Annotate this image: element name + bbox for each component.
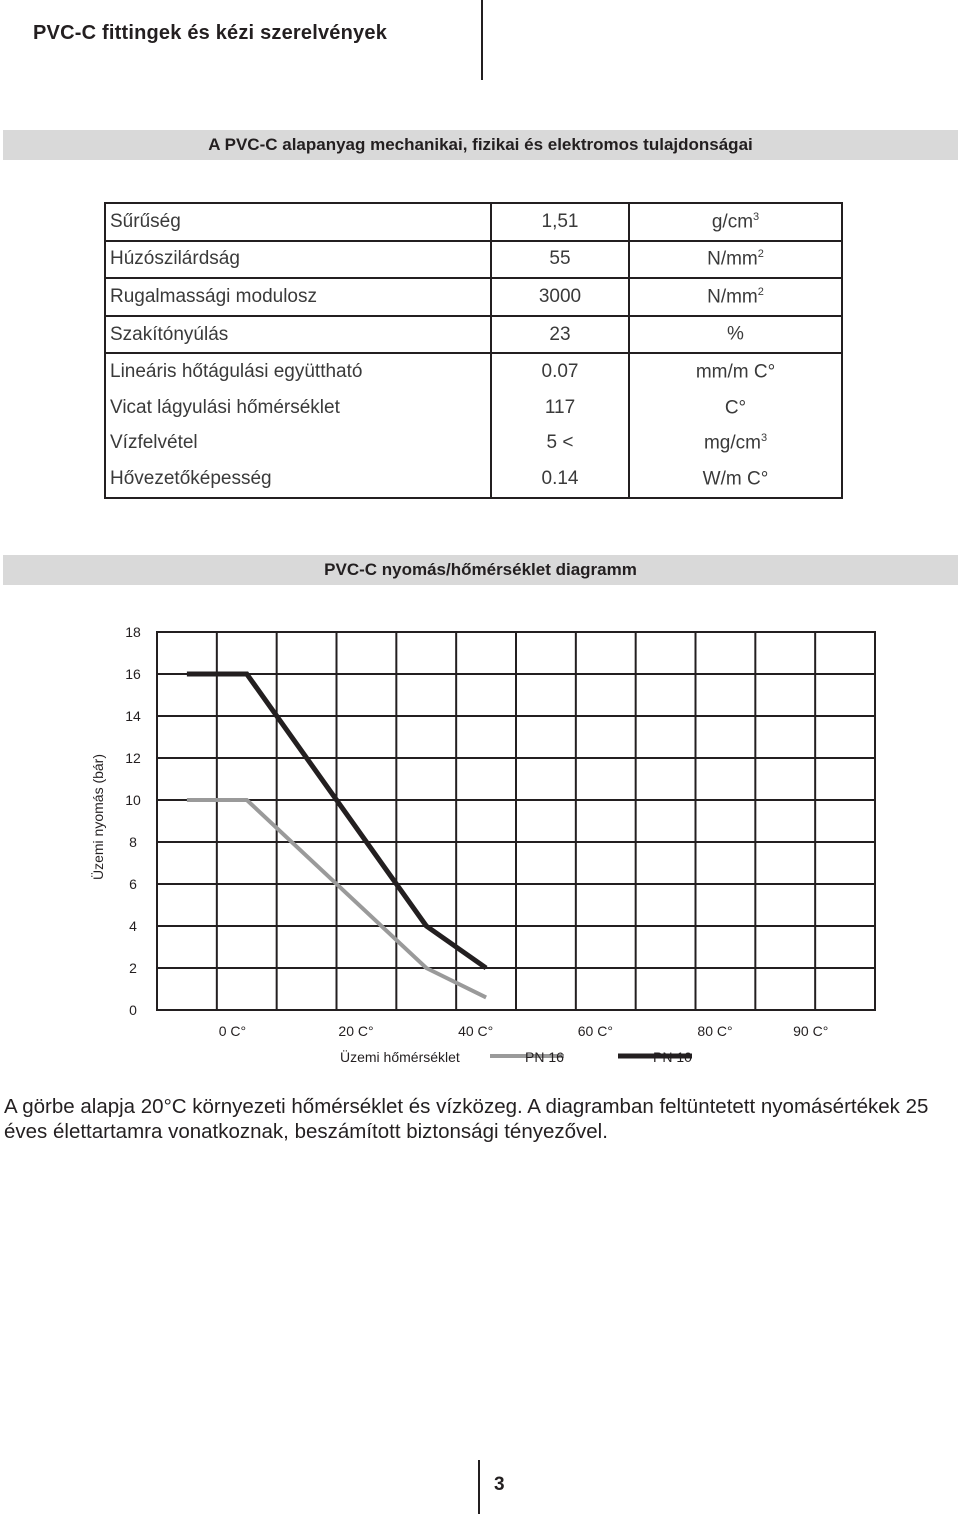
y-axis-label: Üzemi nyomás (bár) — [90, 753, 106, 881]
y-tick-label: 2 — [129, 960, 137, 976]
property-unit-superscript: 3 — [760, 432, 768, 445]
property-unit-text: N/mm — [707, 248, 758, 270]
property-unit — [629, 390, 842, 426]
property-unit — [629, 316, 842, 354]
property-value: 0.07 — [491, 353, 629, 390]
property-name: Hővezetőképesség — [105, 461, 491, 498]
property-unit — [629, 461, 842, 498]
property-unit — [629, 426, 842, 462]
property-row — [105, 426, 842, 462]
property-unit-text: mg/cm — [703, 432, 761, 454]
x-tick-label: 20 C° — [338, 1023, 374, 1039]
property-unit-text: mm/m C° — [695, 361, 776, 383]
property-row — [105, 461, 842, 498]
y-tick-label: 10 — [125, 792, 141, 808]
property-unit — [629, 278, 842, 316]
page-number-divider — [478, 1460, 480, 1514]
property-value: 3000 — [491, 278, 629, 316]
property-unit-text: g/cm — [711, 210, 754, 232]
property-value: 1,51 — [491, 203, 629, 241]
property-value: 55 — [491, 241, 629, 279]
header-divider — [481, 0, 483, 80]
property-name: Vicat lágyulási hőmérséklet — [105, 390, 491, 426]
chart-grid — [157, 632, 875, 1010]
property-unit — [629, 203, 842, 241]
legend-label: PN 16 — [525, 1049, 564, 1065]
property-name: Húzószilárdság — [105, 241, 491, 279]
y-axis-ticks — [125, 624, 141, 1018]
page-number: 3 — [494, 1474, 505, 1495]
pressure-temperature-chart — [0, 600, 960, 1080]
property-name: Rugalmassági modulosz — [105, 278, 491, 316]
property-unit-text: W/m C° — [702, 468, 769, 490]
x-tick-label: 40 C° — [458, 1023, 494, 1039]
property-name: Vízfelvétel — [105, 426, 491, 462]
property-unit-text: C° — [724, 396, 747, 418]
footnote-text: A görbe alapja 20°C környezeti hőmérséklet és vízközeg. A diagramban feltüntetett nyomásértékek 25 éves élettartamra vonatkoznak, beszámított biztonsági tényezővel. — [4, 1095, 929, 1143]
property-value: 0.14 — [491, 461, 629, 498]
chart-legend — [340, 1048, 692, 1065]
y-tick-label: 12 — [125, 750, 141, 766]
properties-section-title: A PVC-C alapanyag mechanikai, fizikai és elektromos tulajdonságai — [3, 130, 958, 160]
property-name: Szakítónyúlás — [105, 316, 491, 354]
property-row — [105, 241, 842, 279]
y-tick-label: 0 — [129, 1002, 137, 1018]
property-unit — [629, 241, 842, 279]
y-tick-label: 8 — [129, 834, 137, 850]
x-tick-label: 60 C° — [577, 1023, 613, 1039]
property-row — [105, 353, 842, 390]
properties-table — [104, 202, 843, 499]
property-name: Sűrűség — [105, 203, 491, 241]
property-unit-text: N/mm — [707, 286, 758, 308]
page-header-title: PVC-C fittingek és kézi szerelvények — [33, 22, 388, 44]
property-row — [105, 278, 842, 316]
y-tick-label: 6 — [129, 876, 137, 892]
property-row — [105, 203, 842, 241]
property-value: 5 < — [491, 426, 629, 462]
y-tick-label: 4 — [129, 918, 137, 934]
x-axis-ticks — [219, 1023, 829, 1039]
property-name: Lineáris hőtágulási együttható — [105, 353, 491, 390]
legend-label: PN 10 — [653, 1049, 692, 1065]
property-unit-superscript: 3 — [753, 210, 760, 223]
property-row — [105, 316, 842, 354]
property-unit — [629, 353, 842, 390]
property-value: 23 — [491, 316, 629, 354]
y-tick-label: 16 — [125, 666, 141, 682]
property-value: 117 — [491, 390, 629, 426]
property-row — [105, 390, 842, 426]
property-unit-superscript: 2 — [757, 285, 764, 298]
x-tick-label: 80 C° — [697, 1023, 733, 1039]
diagram-section-title: PVC-C nyomás/hőmérséklet diagramm — [3, 555, 958, 585]
property-unit-superscript: 2 — [757, 248, 764, 261]
x-tick-label: 90 C° — [793, 1023, 829, 1039]
x-axis-label: Üzemi hőmérséklet — [340, 1049, 460, 1065]
y-tick-label: 18 — [125, 624, 141, 640]
x-tick-label: 0 C° — [218, 1023, 247, 1039]
y-tick-label: 14 — [125, 708, 141, 724]
property-unit-text: % — [727, 323, 744, 345]
